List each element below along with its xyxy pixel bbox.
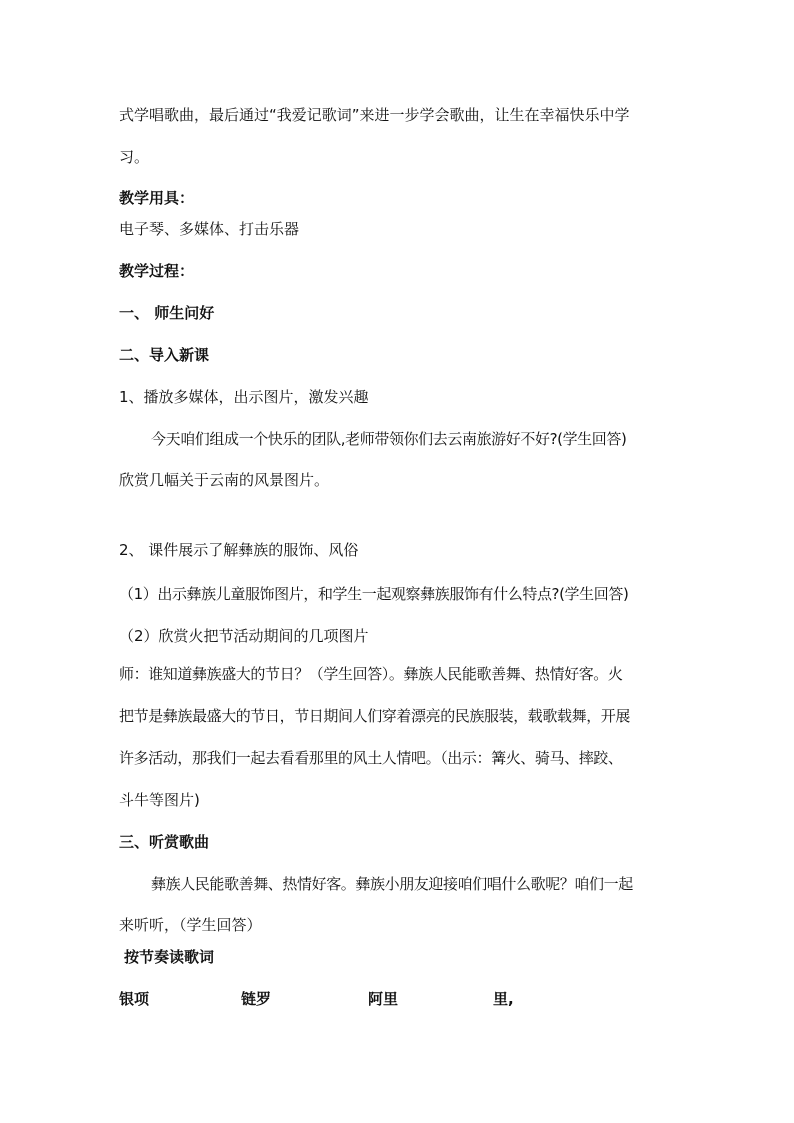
section-3-heading: 三、听赏歌曲 bbox=[119, 833, 210, 851]
step-1-paragraph-line-1: 今天咱们组成一个快乐的团队,老师带领你们去云南旅游好不好?(学生回答) bbox=[151, 430, 627, 448]
lyric-word-1: 银项 bbox=[119, 990, 150, 1008]
teacher-paragraph-line-1: 师：谁知道彝族盛大的节日？（学生回答）。彝族人民能歌善舞、热情好客。火 bbox=[119, 665, 623, 683]
listen-paragraph-line-1: 彝族人民能歌善舞、热情好客。彝族小朋友迎接咱们唱什么歌呢？咱们一起 bbox=[151, 875, 633, 893]
step-1-paragraph-line-2: 欣赏几幅关于云南的风景图片。 bbox=[119, 471, 330, 489]
lyric-word-2: 链罗 bbox=[241, 990, 272, 1008]
tools-heading: 教学用具： bbox=[119, 189, 195, 207]
process-heading: 教学过程： bbox=[119, 262, 195, 280]
lyric-word-3: 阿里 bbox=[368, 990, 399, 1008]
teacher-paragraph-line-3: 许多活动，那我们一起去看看那里的风土人情吧。（出示：篝火、骑马、摔跤、 bbox=[119, 749, 623, 767]
tools-text: 电子琴、多媒体、打击乐器 bbox=[119, 220, 300, 238]
lyric-word-4: 里, bbox=[493, 990, 514, 1008]
step-2-subitem-1: （1）出示彝族儿童服饰图片，和学生一起观察彝族服饰有什么特点?(学生回答) bbox=[119, 585, 629, 603]
step-2-title: 2、 课件展示了解彝族的服饰、风俗 bbox=[119, 541, 359, 559]
section-1-heading: 一、 师生问好 bbox=[119, 304, 215, 322]
teacher-paragraph-line-4: 斗牛等图片) bbox=[119, 791, 200, 809]
intro-continued-line-1: 式学唱歌曲，最后通过“我爱记歌词”来进一步学会歌曲，让生在幸福快乐中学 bbox=[119, 106, 630, 124]
intro-continued-line-2: 习。 bbox=[119, 148, 150, 166]
teacher-paragraph-line-2: 把节是彝族最盛大的节日，节日期间人们穿着漂亮的民族服装，载歌载舞，开展 bbox=[119, 707, 631, 725]
rhythm-heading: 按节奏读歌词 bbox=[124, 948, 215, 966]
section-2-heading: 二、导入新课 bbox=[119, 346, 210, 364]
step-1-title: 1、播放多媒体，出示图片，激发兴趣 bbox=[119, 388, 369, 406]
step-2-subitem-2: （2）欣赏火把节活动期间的几项图片 bbox=[119, 627, 369, 645]
listen-paragraph-line-2: 来听听，（学生回答） bbox=[119, 916, 262, 934]
